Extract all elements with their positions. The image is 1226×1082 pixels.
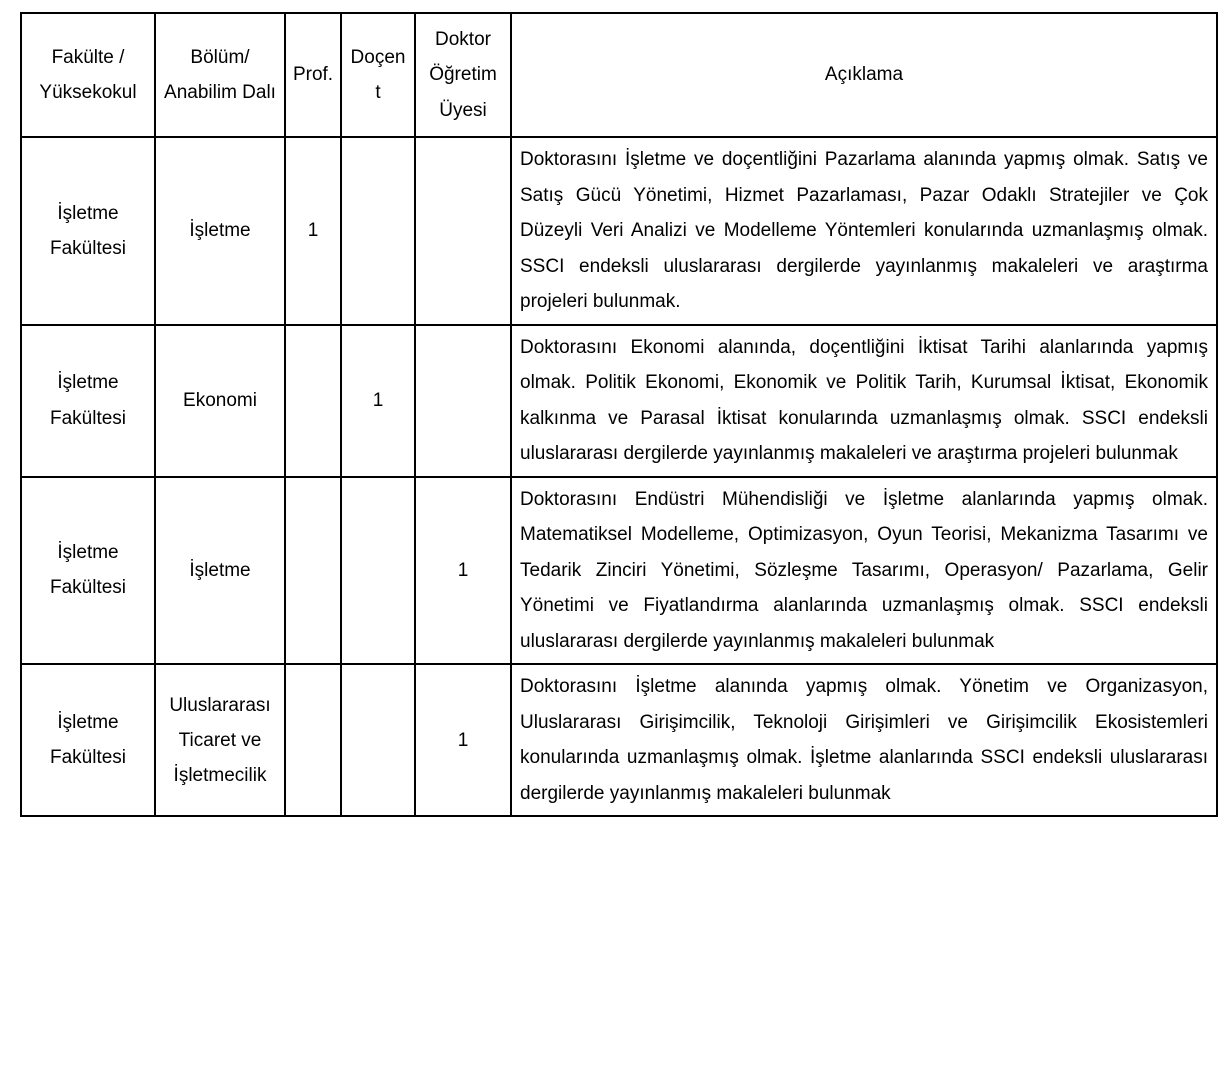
cell-bolum: Uluslararası Ticaret ve İşletmecilik: [155, 664, 285, 816]
header-cell-bolum: Bölüm/ Anabilim Dalı: [155, 13, 285, 137]
cell-fakulte: İşletme Fakültesi: [21, 137, 155, 325]
cell-doktor-count: 1: [415, 664, 511, 816]
cell-prof-count: 1: [285, 137, 341, 325]
cell-fakulte: İşletme Fakültesi: [21, 477, 155, 665]
cell-bolum: Ekonomi: [155, 325, 285, 477]
header-cell-doktor: Doktor Öğretim Üyesi: [415, 13, 511, 137]
table-row: [21, 477, 1217, 665]
header-cell-aciklama: Açıklama: [511, 13, 1217, 137]
cell-aciklama: Doktorasını İşletme alanında yapmış olmak. Yönetim ve Organizasyon, Uluslararası Girişimcilik, Teknoloji Girişimleri ve Girişimcilik Ekosistemleri konularında uzmanlaşmış olmak. İşletme alanlarında SSCI endeksli uluslararası dergilerde yayınlanmış makaleleri bulunmak: [511, 664, 1217, 816]
cell-prof-count: [285, 664, 341, 816]
cell-docent-count: [341, 664, 415, 816]
cell-doktor-count: [415, 137, 511, 325]
header-cell-docent: Doçent: [341, 13, 415, 137]
header-cell-fakulte: Fakülte / Yüksekokul: [21, 13, 155, 137]
header-cell-prof: Prof.: [285, 13, 341, 137]
cell-aciklama: Doktorasını İşletme ve doçentliğini Pazarlama alanında yapmış olmak. Satış ve Satış Gücü Yönetimi, Hizmet Pazarlaması, Pazar Odaklı Stratejiler ve Çok Düzeyli Veri Analizi ve Modelleme Yöntemleri konularında uzmanlaşmış olmak. SSCI endeksli uluslararası dergilerde yayınlanmış makaleleri ve araştırma projeleri bulunmak.: [511, 137, 1217, 325]
faculty-vacancy-table: [20, 12, 1218, 817]
cell-fakulte: İşletme Fakültesi: [21, 325, 155, 477]
cell-docent-count: [341, 137, 415, 325]
cell-aciklama: Doktorasını Endüstri Mühendisliği ve İşletme alanlarında yapmış olmak. Matematiksel Modelleme, Optimizasyon, Oyun Teorisi, Mekanizma Tasarımı ve Tedarik Zinciri Yönetimi, Sözleşme Tasarımı, Operasyon/ Pazarlama, Gelir Yönetimi ve Fiyatlandırma alanlarında uzmanlaşmış olmak. SSCI endeksli uluslararası dergilerde yayınlanmış makaleleri bulunmak: [511, 477, 1217, 665]
cell-prof-count: [285, 477, 341, 665]
cell-docent-count: 1: [341, 325, 415, 477]
cell-bolum: İşletme: [155, 477, 285, 665]
table-row: [21, 325, 1217, 477]
cell-prof-count: [285, 325, 341, 477]
cell-doktor-count: 1: [415, 477, 511, 665]
cell-doktor-count: [415, 325, 511, 477]
cell-bolum: İşletme: [155, 137, 285, 325]
cell-docent-count: [341, 477, 415, 665]
cell-fakulte: İşletme Fakültesi: [21, 664, 155, 816]
table-row: [21, 137, 1217, 325]
table-header-row: [21, 13, 1217, 137]
cell-aciklama: Doktorasını Ekonomi alanında, doçentliğini İktisat Tarihi alanlarında yapmış olmak. Politik Ekonomi, Ekonomik ve Politik Tarih, Kurumsal İktisat, Ekonomik kalkınma ve Parasal İktisat konularında uzmanlaşmış olmak. SSCI endeksli uluslararası dergilerde yayınlanmış makaleleri ve araştırma projeleri bulunmak: [511, 325, 1217, 477]
table-row: [21, 664, 1217, 816]
